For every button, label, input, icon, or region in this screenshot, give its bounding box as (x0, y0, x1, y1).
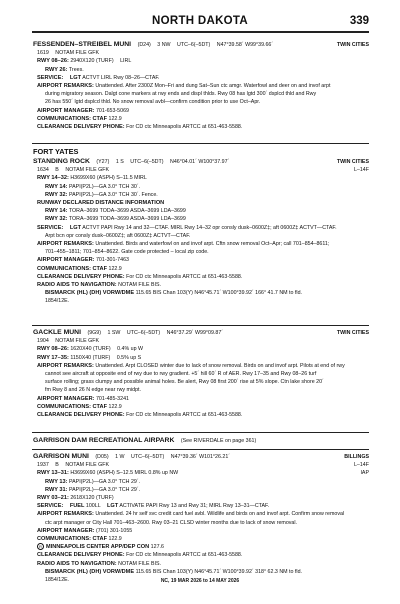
comm-line: COMMUNICATIONS: CTAF 122.9 (37, 536, 122, 543)
state-title: NORTH DAKOTA (151, 15, 248, 27)
airport-crossref-garrison-dam (33, 437, 369, 445)
entry-region: BILLINGS L–14F IAP (344, 454, 369, 477)
runway-end-line: RWY 31: PAPI(P2L)—GA 3.0° TCH 29´. (45, 486, 141, 493)
vor-line: 1854/12E. (45, 577, 70, 584)
airport-coord: N47°39.36´ W101°26.21´ (170, 454, 231, 460)
remarks-line: during migratory season. Dalgt cone markers at rwy ends and displ thlds. Rwy 08 has lgtd 300´ dsplcd thld and Rwy (45, 91, 317, 98)
airport-utc: UTC–6(–5DT) (177, 42, 211, 48)
runway-end-line: RWY 32: PAPI(P2L)—GA 3.0° TCH 30´. Fence. (45, 191, 158, 198)
fuel-code: B (55, 167, 59, 174)
clearance-line: CLEARANCE DELIVERY PHONE: For CD ctc Minneapolis ARTCC at 651-463-5588. (37, 273, 243, 280)
notam-file: NOTAM FILE GFK (65, 167, 110, 174)
comm-line: COMMUNICATIONS: CTAF 122.9 (37, 265, 122, 272)
notam-file: NOTAM FILE GFK (65, 462, 110, 469)
remarks-line: AIRPORT REMARKS: Unattended. 24 hr self svc credit card fuel avbl. Wildlife and birds on and invof arpt. Confirm snow removal (37, 511, 345, 518)
airport-name: FESSENDEN–STREIBEL MUNI (33, 41, 132, 48)
airport-name: GARRISON MUNI (33, 453, 89, 460)
effective-dates-footer: NC, 19 MAR 2026 to 14 MAY 2026 (160, 578, 240, 584)
remarks-line: fm Rwy 8 and 26 N edge near rwy midpt. (45, 387, 141, 394)
clearance-line: CLEARANCE DELIVERY PHONE: For CD ctc Minneapolis ARTCC at 651-463-5588. (37, 552, 243, 559)
manager-line: AIRPORT MANAGER: (701) 301-1055 (37, 527, 133, 534)
notam-file: NOTAM FILE GFK (55, 338, 100, 345)
entry-region: TWIN CITIES L–14F (336, 159, 369, 174)
declared-distance-line: RWY 14: TORA–3699 TODA–3699 ASDA–3699 LDA–3699 (45, 208, 186, 215)
comm-line: COMMUNICATIONS: CTAF 122.9 (37, 115, 122, 122)
notam-file: NOTAM FILE GFK (55, 50, 100, 57)
fuel-code: B (55, 462, 59, 469)
vor-line: BISMARCK (HL) (DH) VORW/DME 115.65 BIS Chan 103(Y) N46°45.71´ W100°39.92´ 318° 62.3 NM to fld. (45, 568, 303, 575)
airport-id: (9G9) (87, 330, 101, 336)
comm-line: COMMUNICATIONS: CTAF 122.9 (37, 403, 122, 410)
page-number: 339 (349, 15, 369, 27)
airport-loc: 1 W (115, 454, 125, 460)
entry-divider (32, 325, 369, 326)
airport-id: (D24) (137, 42, 151, 48)
runway-line: RWY 14–32: H3699X60 (ASPH) S–11.5 MIRL (37, 175, 147, 182)
airport-utc: UTC–6(–5DT) (131, 454, 165, 460)
airport-elev: 1634 (37, 167, 49, 174)
airport-utc: UTC–6(–5DT) (130, 159, 164, 165)
manager-line: AIRPORT MANAGER: 701-485-3241 (37, 395, 129, 402)
remarks-line: ctc arpt manager or City Hall 701–463–2600. Rwy 03–21 CLSD winter months due to lack of snow removal. (45, 519, 298, 526)
city-heading: FORT YATES (33, 147, 79, 156)
approach-control-line: R MINNEAPOLIS CENTER APP/DEP CON 127.6 (33, 543, 369, 551)
runway-line: RWY 17–35: 1150X40 (TURF) 0.5% up S (37, 354, 142, 361)
entry-region: TWIN CITIES (336, 330, 369, 336)
runway-line: RWY 08–26: 1620X40 (TURF) 0.4% up W (37, 346, 144, 353)
runway-line: RWY 13–31: H3699X60 (ASPH) S–12.5 MIRL 0.8% up NW (37, 470, 179, 477)
airport-elev: 1904 (37, 338, 49, 345)
remarks-line: cannot see aircraft at opposite end of rwy due to rwy gradient. +5´ hill 60´ R of AER. Rwy 17–35 and Rwy 08–26 turf (45, 371, 317, 378)
airport-elev: 1937 (37, 462, 49, 469)
airport-id: (Y27) (96, 159, 110, 165)
entry-divider (32, 449, 369, 450)
airport-loc: 3 NW (157, 42, 171, 48)
airport-entry-garrison (33, 453, 369, 584)
runway-line: RWY 03–21: 2618X120 (TURF) (37, 495, 114, 502)
airport-entry-gackle (33, 329, 369, 419)
remarks-line: 701–455–1811; 701–854–8622. Gate code protected – local zip code. (45, 249, 209, 256)
airport-name: STANDING ROCK (33, 158, 90, 165)
vor-line: BISMARCK (HL) (DH) VORW/DME 115.65 BIS Chan 103(Y) N46°45.71´ W100°39.92´ 166° 41.7 NM to fld. (45, 290, 303, 297)
runway-end-line: RWY 26: Trees. (45, 66, 84, 73)
airport-entry-fessenden (33, 41, 369, 131)
radio-aids-line: RADIO AIDS TO NAVIGATION: NOTAM FILE BIS. (37, 282, 162, 289)
airport-entry-standing-rock (33, 158, 369, 306)
airport-loc: 1 S (115, 159, 124, 165)
header-rule (32, 31, 369, 33)
remarks-line: surface rolling; grass clumpy and possible animal holes. Be alert, Rwy 08 first 200´ rise at 5% slope. Ctn lake shore 20´ (45, 379, 324, 386)
declared-distance-line: RWY 32: TORA–3699 TODA–3699 ASDA–3699 LDA–3699 (45, 216, 186, 223)
service-line: SERVICE: FUEL 100LL LGT ACTIVATE PAPI Rwy 13 and Rwy 31; MIRL Rwy 13–31—CTAF. (37, 503, 270, 510)
airport-coord: N46°37.29´ W99°09.87´ (166, 330, 224, 336)
service-line: Arpt bcn opr consly dusk–0600Z‡; aft 0600Z‡ ACTVT—CTAF. (45, 232, 191, 239)
clearance-line: CLEARANCE DELIVERY PHONE: For CD ctc Minneapolis ARTCC at 651-463-5588. (37, 412, 243, 419)
manager-line: AIRPORT MANAGER: 701-653-5069 (37, 107, 129, 114)
airport-id: (D05) (95, 454, 109, 460)
entry-region: TWIN CITIES (336, 42, 369, 48)
service-line: SERVICE: LGT ACTVT PAPI Rwy 14 and 32—CTAF. MIRL Rwy 14–32 opr consly dusk–0600Z‡; aft 0600Z‡ ACTVT—CTAF. (37, 224, 337, 231)
airport-utc: UTC–6(–5DT) (126, 330, 161, 336)
entry-divider (32, 432, 369, 433)
entry-divider (32, 143, 369, 144)
airport-name: GARRISON DAM RECREATIONAL AIRPARK (33, 437, 175, 444)
runway-end-line: RWY 14: PAPI(P2L)—GA 3.0° TCH 30´. (45, 183, 141, 190)
page-header (0, 0, 400, 34)
clearance-line: CLEARANCE DELIVERY PHONE: For CD ctc Minneapolis ARTCC at 651-463-5588. (37, 124, 243, 131)
declared-distance-heading: RUNWAY DECLARED DISTANCE INFORMATION (37, 200, 165, 207)
remarks-line: AIRPORT REMARKS: Unattended. Birds and waterfowl on and invof arpt. Cftn snow removal Oct–Apr; call 701–854–8611; (37, 241, 330, 248)
service-line: SERVICE: LGT ACTVT LIRL Rwy 08–26—CTAF. (37, 74, 160, 81)
airport-elev: 1619 (37, 50, 49, 57)
crossref-text: (See RIVERDALE on page 361) (180, 438, 257, 444)
airport-coord: N47°39.58´ W99°39.66´ (216, 42, 274, 48)
radio-aids-line: RADIO AIDS TO NAVIGATION: NOTAM FILE BIS. (37, 560, 162, 567)
rco-symbol-icon: R (37, 543, 44, 550)
airport-coord: N46°04.01´ W100°37.97´ (170, 159, 230, 165)
manager-line: AIRPORT MANAGER: 701-301-7463 (37, 257, 129, 264)
runway-line: RWY 08–26: 2940X120 (TURF) LIRL (37, 58, 132, 65)
runway-end-line: RWY 13: PAPI(P2L)—GA 3.0° TCH 29´. (45, 478, 141, 485)
vor-line: 1854/12E. (45, 298, 70, 305)
remarks-line: 26 has 550´ lgtd dsplcd thld. No snow removal avbl—confirm condition prior to use Oct–Apr. (45, 99, 261, 106)
remarks-line: AIRPORT REMARKS: Unattended. Arpt CLOSED winter due to lack of snow removal. Birds on and invof arpt. Pilots at end of rwy (37, 362, 345, 369)
remarks-line: AIRPORT REMARKS: Unattended. After 2300Z Mon–Fri and dung Sat–Sun ctc amgr. Waterfowl and deer on and invof arpt (37, 83, 331, 90)
airport-name: GACKLE MUNI (33, 329, 81, 336)
airport-loc: 1 SW (107, 330, 121, 336)
